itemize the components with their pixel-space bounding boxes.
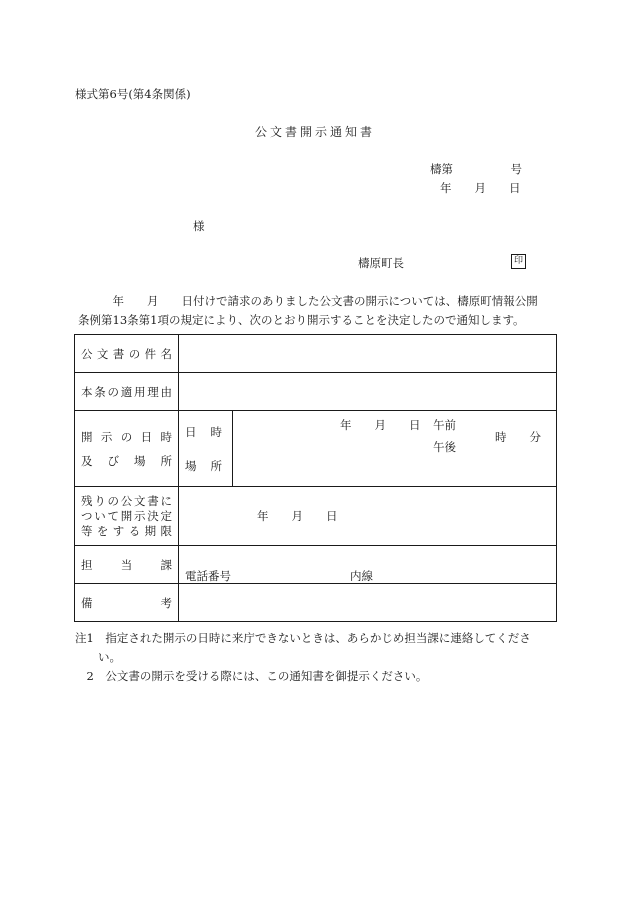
sub-labels: 日時 場所 xyxy=(179,411,233,487)
value-department xyxy=(179,546,557,584)
document-date: 年 月 日 xyxy=(440,181,521,195)
value-deadline: 年 月 日 xyxy=(179,487,557,546)
document-number: 檮第 号 xyxy=(430,162,522,176)
form-number: 様式第6号(第4条関係) xyxy=(75,87,191,101)
issuer: 檮原町長 xyxy=(358,256,404,270)
datetime-text: 年 月 日 xyxy=(340,418,421,432)
pm-label: 午後 xyxy=(433,440,456,454)
notice-table xyxy=(74,334,557,622)
body-line-1: 年 月 日付けで請求のありました公文書の開示については、檮原町情報公開 xyxy=(78,294,538,308)
seal-mark: 印 xyxy=(511,254,526,269)
page-title: 公文書開示通知書 xyxy=(254,125,375,139)
row-label-department: 担当課 xyxy=(75,546,179,584)
body-line-2: 条例第13条第1項の規定により、次のとおり開示することを決定したので通知します。 xyxy=(78,313,525,327)
table-row xyxy=(75,546,557,584)
value-datetime-place xyxy=(233,411,557,487)
body-text xyxy=(78,292,558,330)
addressee: 様 xyxy=(193,219,205,233)
note-1-line-1: 注1 指定された開示の日時に来庁できないときは、あらかじめ担当課に連絡してくださ xyxy=(75,631,531,645)
table-row xyxy=(75,584,557,622)
table-row xyxy=(75,487,557,546)
table-row xyxy=(75,335,557,373)
value-remarks xyxy=(179,584,557,622)
note-1-line-2: い。 xyxy=(75,650,121,664)
extension-label: 内線 xyxy=(350,569,373,583)
row-label-document-name: 公文書の件名 xyxy=(75,335,179,373)
table-row xyxy=(75,411,557,487)
row-label-deadline: 残りの公文書に ついて開示決定 等をする期限 xyxy=(75,487,179,546)
notes xyxy=(75,629,531,686)
time-text: 時 分 xyxy=(495,430,541,444)
row-label-disclosure: 開示の日時 及び場所 xyxy=(75,411,179,487)
am-label: 午前 xyxy=(433,418,456,432)
value-document-name xyxy=(179,335,557,373)
table-row xyxy=(75,373,557,411)
row-label-remarks: 備考 xyxy=(75,584,179,622)
value-reason xyxy=(179,373,557,411)
note-2: 2 公文書の開示を受ける際には、この通知書を御提示ください。 xyxy=(75,669,428,683)
phone-label: 電話番号 xyxy=(185,569,231,583)
row-label-reason: 本条の適用理由 xyxy=(75,373,179,411)
